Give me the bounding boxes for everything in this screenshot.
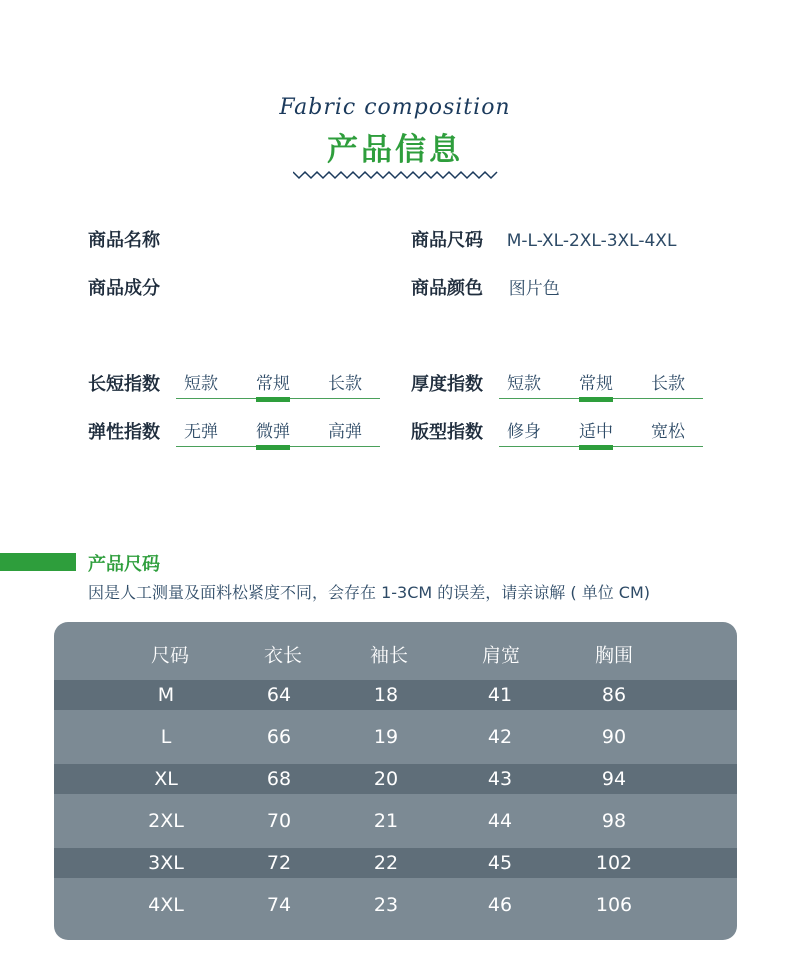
index-fit-option: 宽松 — [651, 422, 685, 442]
table-cell: 4XL — [148, 894, 184, 916]
index-fit-option: 修身 — [507, 422, 541, 442]
index-thickness-option-selected: 常规 — [579, 369, 613, 394]
size-section-title: 产品尺码 — [88, 554, 160, 575]
index-thickness-label: 厚度指数 — [411, 374, 483, 395]
index-elasticity — [88, 413, 380, 447]
size-section-note: 因是人工测量及面料松紧度不同，会存在 1-3CM 的误差，请亲谅解 ( 单位 CM) — [88, 583, 651, 602]
size-table-header-cell: 肩宽 — [481, 644, 521, 667]
info-name-label: 商品名称 — [88, 230, 160, 251]
table-cell: 72 — [266, 852, 292, 874]
info-size-row — [411, 226, 676, 252]
table-cell: 44 — [487, 810, 513, 832]
table-cell: 23 — [373, 894, 399, 916]
index-elasticity-options — [176, 413, 380, 447]
index-length-option-selected: 常规 — [256, 369, 290, 394]
table-row — [54, 806, 737, 836]
table-cell: 94 — [601, 768, 627, 790]
info-name-row — [88, 226, 182, 252]
table-cell: L — [160, 726, 172, 748]
size-table-header-cell: 尺码 — [150, 644, 190, 667]
zigzag-divider — [293, 168, 498, 180]
index-thickness — [411, 365, 703, 399]
table-cell: 106 — [595, 894, 633, 916]
table-row — [54, 890, 737, 920]
table-cell: 41 — [487, 684, 513, 706]
table-cell: 45 — [487, 852, 513, 874]
index-thickness-option: 短款 — [507, 374, 541, 394]
table-cell: 20 — [373, 768, 399, 790]
index-fit-label: 版型指数 — [411, 422, 483, 443]
table-row — [54, 764, 737, 794]
table-cell: 68 — [266, 768, 292, 790]
table-cell: 46 — [487, 894, 513, 916]
size-table — [54, 622, 737, 940]
section-accent-bar — [0, 553, 76, 571]
table-cell: 98 — [601, 810, 627, 832]
table-row — [54, 722, 737, 752]
table-cell: 42 — [487, 726, 513, 748]
index-fit-option-selected: 适中 — [579, 417, 613, 442]
table-cell: XL — [154, 768, 178, 790]
table-cell: 86 — [601, 684, 627, 706]
info-color-label: 商品颜色 — [411, 278, 483, 299]
info-color-value: 图片色 — [508, 279, 560, 299]
info-color-row — [411, 274, 560, 300]
info-composition-label: 商品成分 — [88, 278, 160, 299]
index-elasticity-label: 弹性指数 — [88, 422, 160, 443]
table-cell: 102 — [595, 852, 633, 874]
index-elasticity-option-selected: 微弹 — [256, 417, 290, 442]
index-length-label: 长短指数 — [88, 374, 160, 395]
table-cell: 2XL — [148, 810, 184, 832]
table-cell: 90 — [601, 726, 627, 748]
index-fit-options — [499, 413, 703, 447]
index-length — [88, 365, 380, 399]
table-cell: 70 — [266, 810, 292, 832]
table-cell: 43 — [487, 768, 513, 790]
index-thickness-option: 长款 — [651, 374, 685, 394]
index-elasticity-option: 无弹 — [184, 422, 218, 442]
size-table-header-row — [54, 639, 737, 669]
index-length-option: 长款 — [328, 374, 362, 394]
index-length-option: 短款 — [184, 374, 218, 394]
index-thickness-options — [499, 365, 703, 399]
header-title-en: Fabric composition — [279, 95, 511, 120]
table-cell: M — [157, 684, 175, 706]
info-size-value: M-L-XL-2XL-3XL-4XL — [506, 231, 677, 251]
index-elasticity-option: 高弹 — [328, 422, 362, 442]
table-cell: 3XL — [148, 852, 184, 874]
table-cell: 74 — [266, 894, 292, 916]
table-cell: 18 — [373, 684, 399, 706]
header-title-cn: 产品信息 — [327, 132, 463, 168]
size-table-header-cell: 衣长 — [263, 644, 303, 667]
info-composition-row — [88, 274, 182, 300]
table-cell: 22 — [373, 852, 399, 874]
section-header — [0, 95, 790, 169]
index-length-options — [176, 365, 380, 399]
table-cell: 19 — [373, 726, 399, 748]
info-size-label: 商品尺码 — [411, 230, 483, 251]
size-table-header-cell: 袖长 — [369, 644, 409, 667]
table-row — [54, 680, 737, 710]
size-table-header-cell: 胸围 — [594, 644, 634, 667]
table-cell: 64 — [266, 684, 292, 706]
table-row — [54, 848, 737, 878]
index-fit — [411, 413, 703, 447]
table-cell: 21 — [373, 810, 399, 832]
table-cell: 66 — [266, 726, 292, 748]
